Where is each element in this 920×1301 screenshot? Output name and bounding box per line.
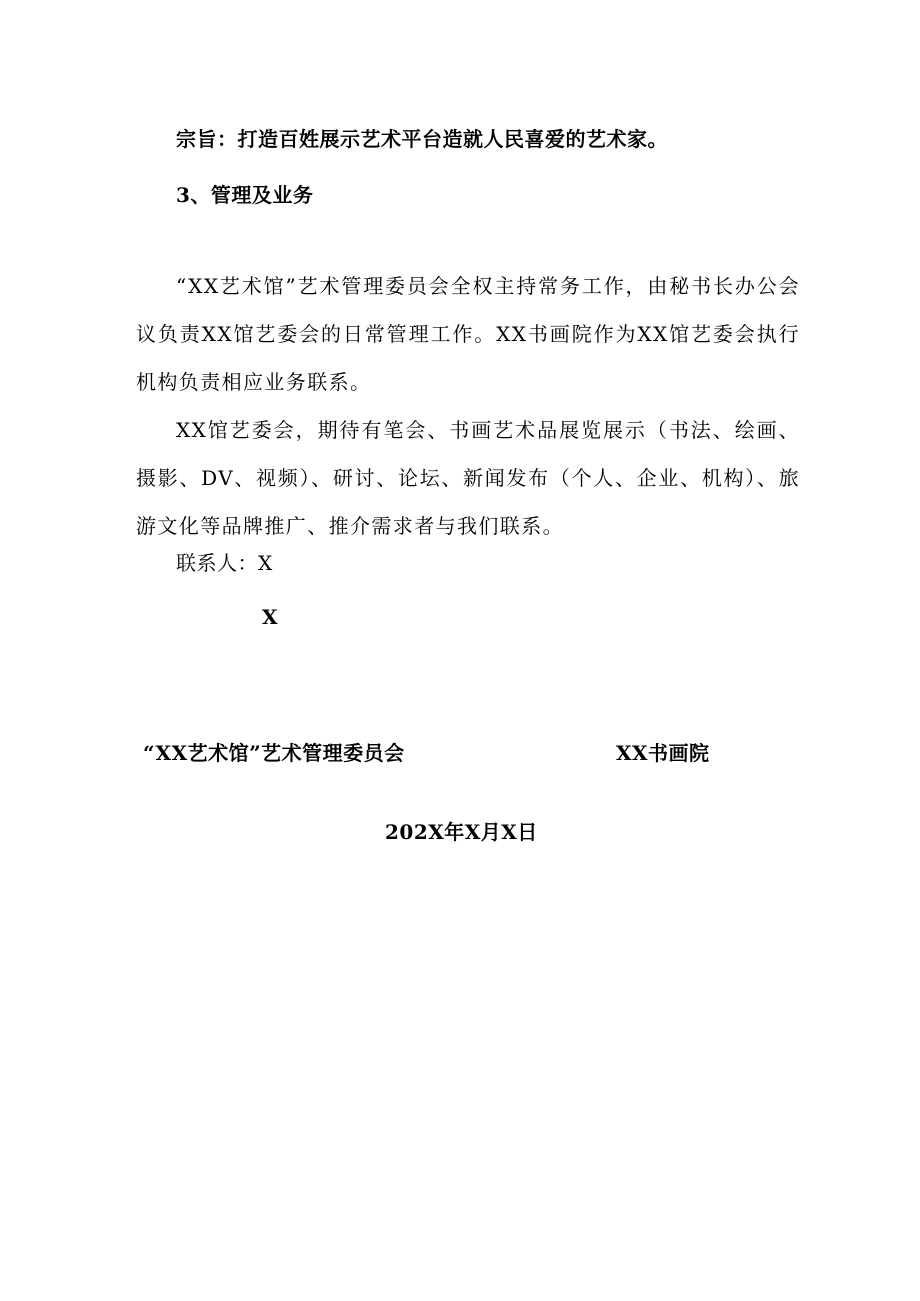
services-paragraph: XX馆艺委会，期待有笔会、书画艺术品展览展示（书法、绘画、摄影、DV、视频）、研讨、论坛、新闻发布（个人、企业、机构）、旅游文化等品牌推广、推介需求者与我们联系。 <box>136 418 800 538</box>
section-heading: 3、管理及业务 <box>176 183 314 207</box>
management-paragraph: “XX艺术馆”艺术管理委员会全权主持常务工作，由秘书长办公会议负责XX馆艺委会的日常管理工作。XX书画院作为XX馆艺委会执行机构负责相应业务联系。 <box>136 274 800 394</box>
document-date: 202X年X月X日 <box>385 820 538 844</box>
contact-person-second: X <box>262 605 279 629</box>
signature-academy: XX书画院 <box>616 741 710 765</box>
signature-committee: “XX艺术馆”艺术管理委员会 <box>143 741 405 765</box>
contact-person: 联系人：X <box>176 551 273 575</box>
purpose-statement: 宗旨：打造百姓展示艺术平台造就人民喜爱的艺术家。 <box>176 127 668 151</box>
